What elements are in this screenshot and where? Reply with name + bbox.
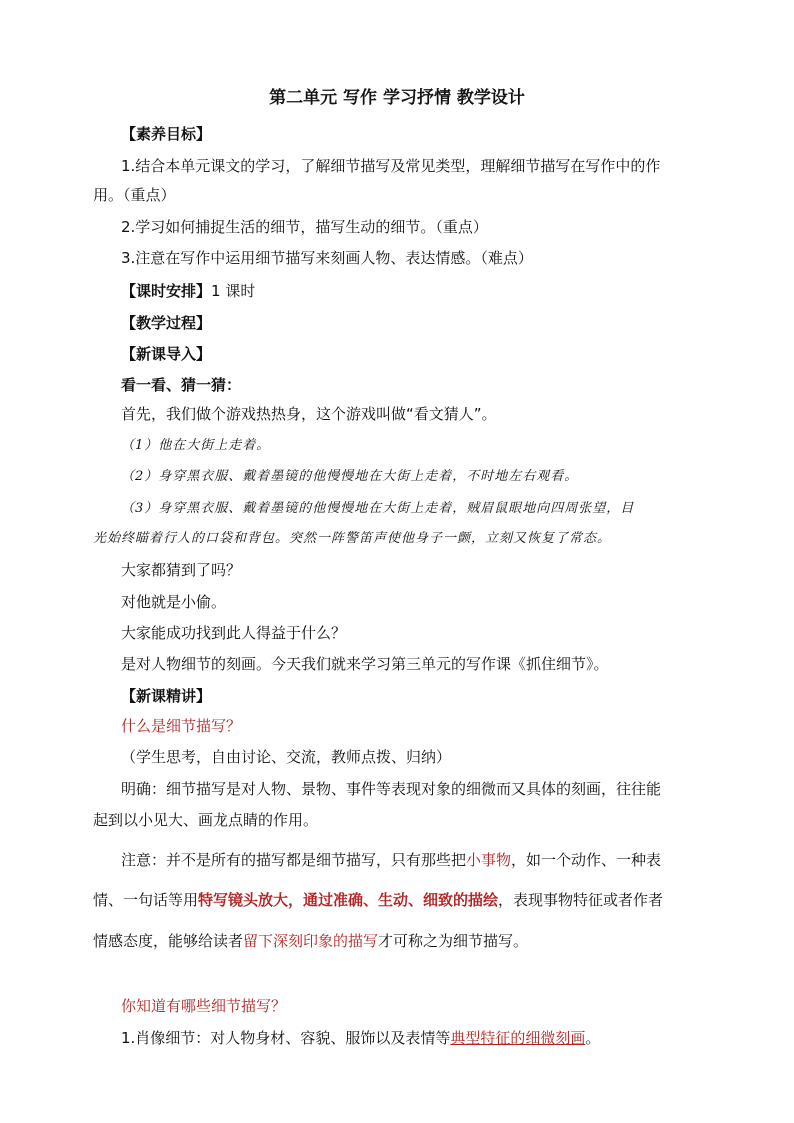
goal-2: 2.学习如何捕捉生活的细节，描写生动的细节。（重点）	[121, 218, 488, 236]
discussion-note: （学生思考，自由讨论、交流，教师点拨、归纳）	[121, 748, 452, 766]
question-what-is-detail: 什么是细节描写？	[121, 717, 242, 735]
note-highlight: 特写镜头放大，通过准确、生动、细致的描绘	[198, 891, 499, 909]
example-2: （2）身穿黑衣服、戴着墨镜的他慢慢地在大街上走着，不时地左右观看。	[121, 469, 579, 484]
lecture-heading: 【新课精讲】	[121, 687, 212, 705]
note-line-2	[93, 890, 663, 910]
portrait-text: 1.肖像细节：对人物身材、容貌、服饰以及表情等	[121, 1029, 451, 1047]
goal-3: 3.注意在写作中运用细节描写来刻画人物、表达情感。（难点）	[121, 249, 533, 267]
intro-heading: 【新课导入】	[121, 345, 212, 363]
schedule-value: 1 课时	[211, 282, 256, 300]
definition-line-1: 明确：细节描写是对人物、景物、事件等表现对象的细微而又具体的刻画，往往能	[121, 780, 662, 798]
example-3-line-1: （3）身穿黑衣服、戴着墨镜的他慢慢地在大街上走着，贼眉鼠眼地向四周张望，目	[121, 501, 635, 516]
goals-heading: 【素养目标】	[121, 125, 212, 143]
goal-1-line-2: 用。（重点）	[93, 186, 176, 204]
goal-1-line-1: 1.结合本单元课文的学习，了解细节描写及常见类型，理解细节描写在写作中的作	[121, 157, 661, 175]
note-text: ，如一个动作、一种表	[511, 851, 662, 869]
question-guessed: 大家都猜到了吗？	[121, 561, 242, 579]
schedule-line	[121, 281, 255, 301]
definition-line-2: 起到以小见大、画龙点睛的作用。	[93, 811, 319, 829]
game-intro: 首先，我们做个游戏热热身，这个游戏叫做“看文猜人”。	[121, 405, 497, 423]
portrait-highlight: 典型特征的细微刻画	[450, 1029, 586, 1047]
note-text: 注意：并不是所有的描写都是细节描写，只有那些把	[121, 851, 467, 869]
note-line-1	[121, 850, 661, 870]
page-title: 第二单元 写作 学习抒情 教学设计	[269, 88, 525, 108]
note-text: ，表现事物特征或者作者	[498, 891, 664, 909]
note-line-3	[93, 931, 528, 951]
portrait-text: 。	[585, 1029, 601, 1047]
question-types: 你知道有哪些细节描写？	[121, 997, 287, 1015]
example-1: （1）他在大街上走着。	[121, 438, 271, 453]
question-benefit: 大家能成功找到此人得益于什么？	[121, 624, 347, 642]
answer-benefit: 是对人物细节的刻画。今天我们就来学习第三单元的写作课《抓住细节》。	[121, 655, 609, 673]
note-highlight: 小事物	[466, 851, 512, 869]
portrait-detail	[121, 1028, 600, 1048]
process-heading: 【教学过程】	[121, 314, 212, 332]
note-text: 才可称之为细节描写。	[378, 932, 529, 950]
example-3-line-2: 光始终瞄着行人的口袋和背包。突然一阵警笛声使他身子一颤，立刻又恢复了常态。	[93, 531, 612, 546]
look-guess-heading: 看一看、猜一猜：	[121, 376, 242, 394]
answer-thief: 对他就是小偷。	[121, 593, 227, 611]
note-highlight: 留下深刻印象的描写	[243, 932, 379, 950]
note-text: 情、一句话等用	[93, 891, 199, 909]
schedule-heading: 【课时安排】	[121, 282, 212, 300]
note-text: 情感态度，能够给读者	[93, 932, 244, 950]
